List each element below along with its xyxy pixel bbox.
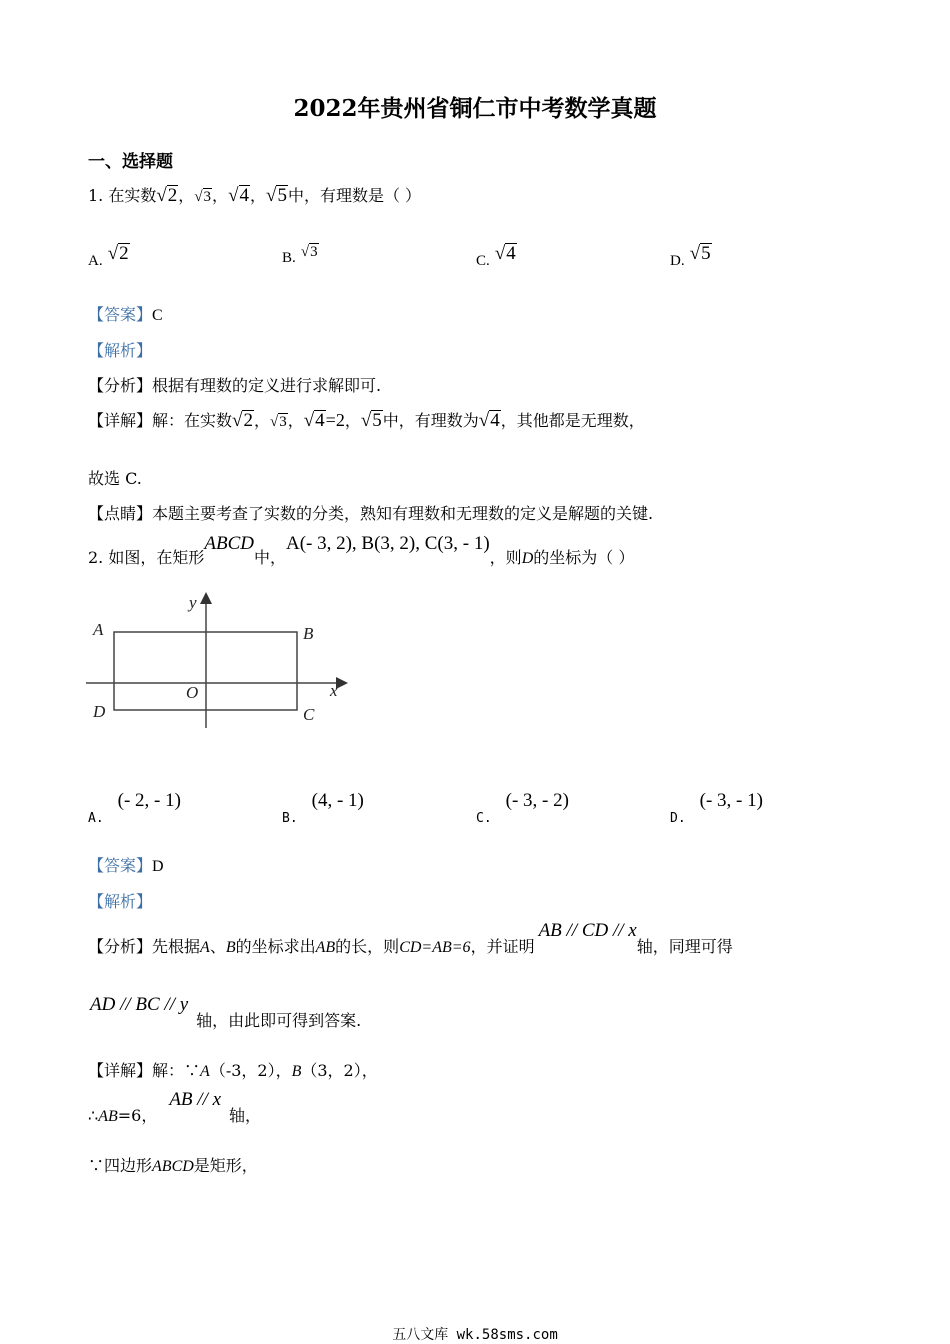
q2-answer: 【答案】D <box>88 856 164 875</box>
x-label: x <box>330 681 338 700</box>
q1-option-c: C. √4 <box>476 243 516 269</box>
sqrt-2: √2 <box>156 185 178 206</box>
q2-detail-line-1: 【详解】解：∵A（-3，2），B（3，2）， <box>88 1061 378 1080</box>
q1-prefix: 1. 在实数 <box>88 186 157 205</box>
q2-detail-line-2: ∴AB=6，AB // x轴， <box>88 1089 262 1125</box>
point-c-label: C <box>303 705 315 724</box>
q1-option-b: B. √3 <box>282 244 318 266</box>
sqrt-4: √4 <box>228 185 249 206</box>
q1-analysis-label: 【解析】 <box>88 341 153 360</box>
q1-suffix: 中，有理数是（ ） <box>287 186 422 205</box>
q1-conclusion: 故选 C. <box>88 469 142 488</box>
origin-label: O <box>186 683 199 702</box>
question-2: 2. 如图，在矩形ABCD中，A(- 3, 2), B(3, 2), C(3, - 1)，则D的坐标为（ ） <box>88 533 635 567</box>
sqrt-3: √3 <box>194 189 212 205</box>
page-title: 2022年贵州省铜仁市中考数学真题 <box>293 95 657 122</box>
q2-analysis-label: 【解析】 <box>88 892 153 911</box>
point-d-label: D <box>93 702 106 721</box>
coordinate-figure <box>84 590 354 735</box>
q1-detail: 【详解】解：在实数√2，√3，√4=2，√5中，有理数为√4，其他都是无理数， <box>88 410 645 431</box>
y-label: y <box>189 593 197 612</box>
q2-option-d: $_{D.}$(- 3, - 1) <box>670 790 763 826</box>
q1-answer: 【答案】C <box>88 305 163 324</box>
q1-fenxi: 【分析】根据有理数的定义进行求解即可. <box>88 376 382 395</box>
q2-option-c: $_{C.}$(- 3, - 2) <box>476 790 569 826</box>
q2-option-b: $_{B.}$(4, - 1) <box>282 790 364 826</box>
footer-watermark: 五八文库 wk.58sms.com <box>392 1327 558 1343</box>
q2-detail-line-3: ∵四边形ABCD是矩形， <box>88 1156 258 1175</box>
q2-fenxi-line-1: 【分析】先根据A、B的坐标求出AB的长，则CD=AB=6，并证明AB // CD // x轴，同理可得 <box>88 920 733 956</box>
point-b-label: B <box>303 624 314 643</box>
q2-fenxi-line-2: AD // BC // y轴，由此即可得到答案. <box>90 994 362 1030</box>
q2-option-a: $_{A.}$(- 2, - 1) <box>88 790 181 826</box>
point-a-label: A <box>93 620 104 639</box>
question-1: 1. 在实数√2，√3，√4，√5中，有理数是（ ） <box>88 185 422 206</box>
section-heading: 一、选择题 <box>88 152 173 172</box>
q1-option-a: A. √2 <box>88 243 129 269</box>
q1-comment: 【点睛】本题主要考查了实数的分类，熟知有理数和无理数的定义是解题的关键. <box>88 504 654 523</box>
q1-option-d: D. √5 <box>670 243 711 269</box>
sqrt-5: √5 <box>266 185 287 206</box>
